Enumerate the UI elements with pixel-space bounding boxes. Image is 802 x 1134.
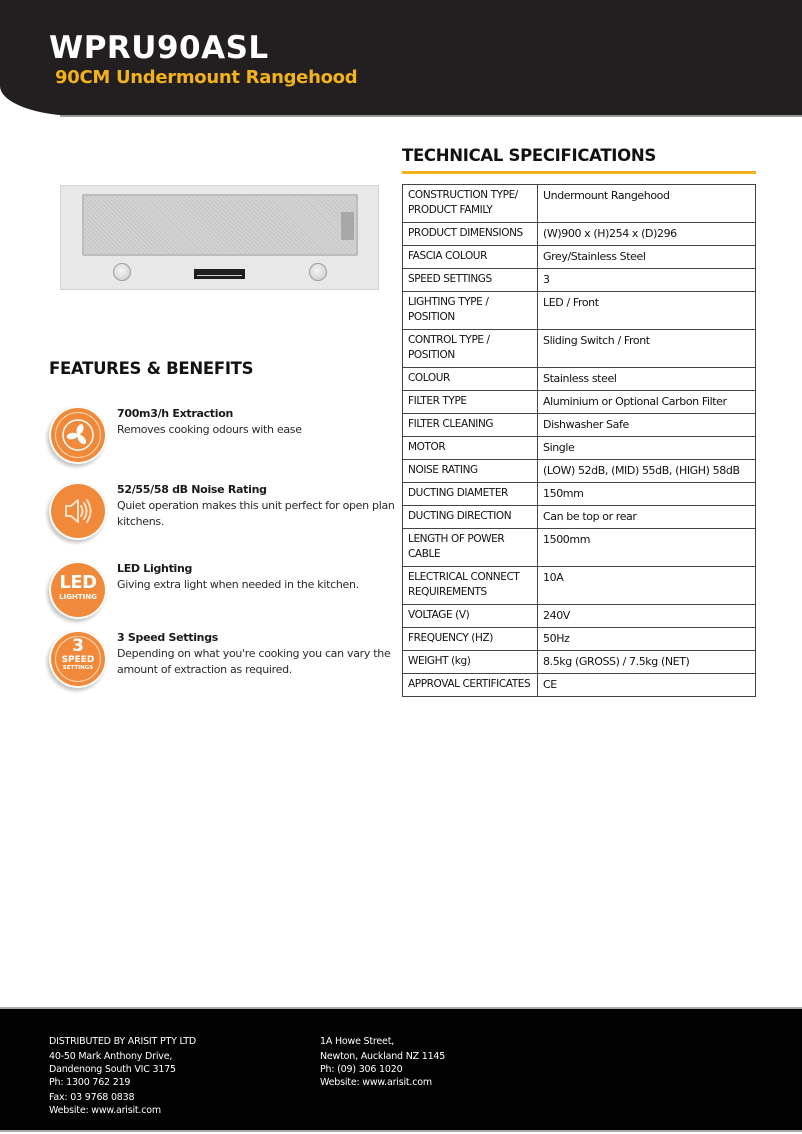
table-row bbox=[403, 628, 756, 651]
footer bbox=[0, 1007, 802, 1132]
spec-label: MOTOR bbox=[403, 437, 538, 460]
footer-distributor: DISTRIBUTED BY ARISIT PTY LTD bbox=[49, 1036, 196, 1047]
table-row bbox=[403, 391, 756, 414]
spec-value: Can be top or rear bbox=[538, 506, 756, 529]
table-row bbox=[403, 506, 756, 529]
features-title: FEATURES & BENEFITS bbox=[49, 359, 254, 378]
table-row bbox=[403, 460, 756, 483]
spec-value: Aluminium or Optional Carbon Filter bbox=[538, 391, 756, 414]
filter-handle bbox=[341, 212, 354, 240]
table-row bbox=[403, 330, 756, 368]
footer-nz-address bbox=[320, 1035, 445, 1089]
spec-value: 240V bbox=[538, 605, 756, 628]
led-lighting-icon: LED LIGHTING bbox=[49, 561, 107, 619]
spec-value: 1500mm bbox=[538, 529, 756, 567]
spec-label: SPEED SETTINGS bbox=[403, 269, 538, 292]
feature-description: Giving extra light when needed in the kitchen. bbox=[117, 578, 359, 591]
model-number: WPRU90ASL bbox=[49, 30, 269, 66]
feature-title: 52/55/58 dB Noise Rating bbox=[117, 483, 267, 496]
spec-value: 50Hz bbox=[538, 628, 756, 651]
spec-label: VOLTAGE (V) bbox=[403, 605, 538, 628]
header-divider bbox=[60, 115, 802, 117]
table-row bbox=[403, 483, 756, 506]
footer-address-line: Dandenong South VIC 3175 bbox=[49, 1064, 176, 1075]
product-subtitle: 90CM Undermount Rangehood bbox=[55, 67, 358, 88]
spec-value: (LOW) 52dB, (MID) 55dB, (HIGH) 58dB bbox=[538, 460, 756, 483]
spec-value: 3 bbox=[538, 269, 756, 292]
led-lamp-right bbox=[309, 263, 327, 281]
specs-table bbox=[402, 184, 756, 697]
footer-au-address bbox=[49, 1035, 196, 1117]
spec-label: FREQUENCY (HZ) bbox=[403, 628, 538, 651]
spec-label: ELECTRICAL CONNECT REQUIREMENTS bbox=[403, 567, 538, 605]
feature-title: LED Lighting bbox=[117, 562, 193, 575]
table-row bbox=[403, 368, 756, 391]
header-banner bbox=[0, 0, 802, 116]
table-row bbox=[403, 223, 756, 246]
spec-label: LIGHTING TYPE / POSITION bbox=[403, 292, 538, 330]
footer-address-line: Newton, Auckland NZ 1145 bbox=[320, 1051, 446, 1062]
footer-fax: Fax: 03 9768 0838 bbox=[49, 1092, 135, 1103]
spec-label: NOISE RATING bbox=[403, 460, 538, 483]
spec-value: Grey/Stainless Steel bbox=[538, 246, 756, 269]
specs-title: TECHNICAL SPECIFICATIONS bbox=[402, 146, 656, 165]
feature-description: Removes cooking odours with ease bbox=[117, 423, 302, 436]
spec-value: Sliding Switch / Front bbox=[538, 330, 756, 368]
spec-label: DUCTING DIAMETER bbox=[403, 483, 538, 506]
table-row bbox=[403, 269, 756, 292]
spec-label: FASCIA COLOUR bbox=[403, 246, 538, 269]
spec-label: PRODUCT DIMENSIONS bbox=[403, 223, 538, 246]
feature-title: 3 Speed Settings bbox=[117, 631, 219, 644]
footer-phone: Ph: (09) 306 1020 bbox=[320, 1064, 403, 1075]
spec-value: Undermount Rangehood bbox=[538, 185, 756, 223]
spec-value: LED / Front bbox=[538, 292, 756, 330]
spec-label: CONTROL TYPE / POSITION bbox=[403, 330, 538, 368]
table-row bbox=[403, 605, 756, 628]
spec-label: FILTER TYPE bbox=[403, 391, 538, 414]
filter-panel bbox=[82, 194, 358, 256]
spec-value: CE bbox=[538, 674, 756, 697]
spec-value: 8.5kg (GROSS) / 7.5kg (NET) bbox=[538, 651, 756, 674]
table-row bbox=[403, 437, 756, 460]
spec-label: FILTER CLEANING bbox=[403, 414, 538, 437]
feature-description: Depending on what you're cooking you can vary the amount of extraction as required. bbox=[117, 647, 391, 676]
feature-title: 700m3/h Extraction bbox=[117, 407, 234, 420]
spec-value: Single bbox=[538, 437, 756, 460]
spec-value: 10A bbox=[538, 567, 756, 605]
spec-value: 150mm bbox=[538, 483, 756, 506]
spec-label: DUCTING DIRECTION bbox=[403, 506, 538, 529]
table-row bbox=[403, 567, 756, 605]
fan-icon bbox=[49, 406, 107, 464]
speaker-icon bbox=[49, 482, 107, 540]
spec-label: APPROVAL CERTIFICATES bbox=[403, 674, 538, 697]
spec-value: Dishwasher Safe bbox=[538, 414, 756, 437]
spec-label: COLOUR bbox=[403, 368, 538, 391]
footer-website[interactable]: Website: www.arisit.com bbox=[49, 1105, 161, 1116]
product-image bbox=[60, 185, 379, 290]
table-row bbox=[403, 185, 756, 223]
footer-address-line: 40-50 Mark Anthony Drive, bbox=[49, 1051, 173, 1062]
table-row bbox=[403, 414, 756, 437]
table-row bbox=[403, 292, 756, 330]
footer-website[interactable]: Website: www.arisit.com bbox=[320, 1077, 432, 1088]
table-row bbox=[403, 651, 756, 674]
feature-description: Quiet operation makes this unit perfect for open plan kitchens. bbox=[117, 499, 395, 528]
footer-address-line: 1A Howe Street, bbox=[320, 1036, 395, 1047]
footer-phone: Ph: 1300 762 219 bbox=[49, 1077, 131, 1088]
spec-value: Stainless steel bbox=[538, 368, 756, 391]
spec-label: LENGTH OF POWER CABLE bbox=[403, 529, 538, 567]
spec-label: CONSTRUCTION TYPE/ PRODUCT FAMILY bbox=[403, 185, 538, 223]
spec-value: (W)900 x (H)254 x (D)296 bbox=[538, 223, 756, 246]
specs-title-underline bbox=[402, 171, 756, 174]
table-row bbox=[403, 529, 756, 567]
speed-settings-icon: 3 SPEED SETTINGS bbox=[49, 630, 107, 688]
led-lamp-left bbox=[113, 263, 131, 281]
table-row bbox=[403, 674, 756, 697]
spec-label: WEIGHT (kg) bbox=[403, 651, 538, 674]
slider-switch bbox=[194, 269, 245, 279]
table-row bbox=[403, 246, 756, 269]
